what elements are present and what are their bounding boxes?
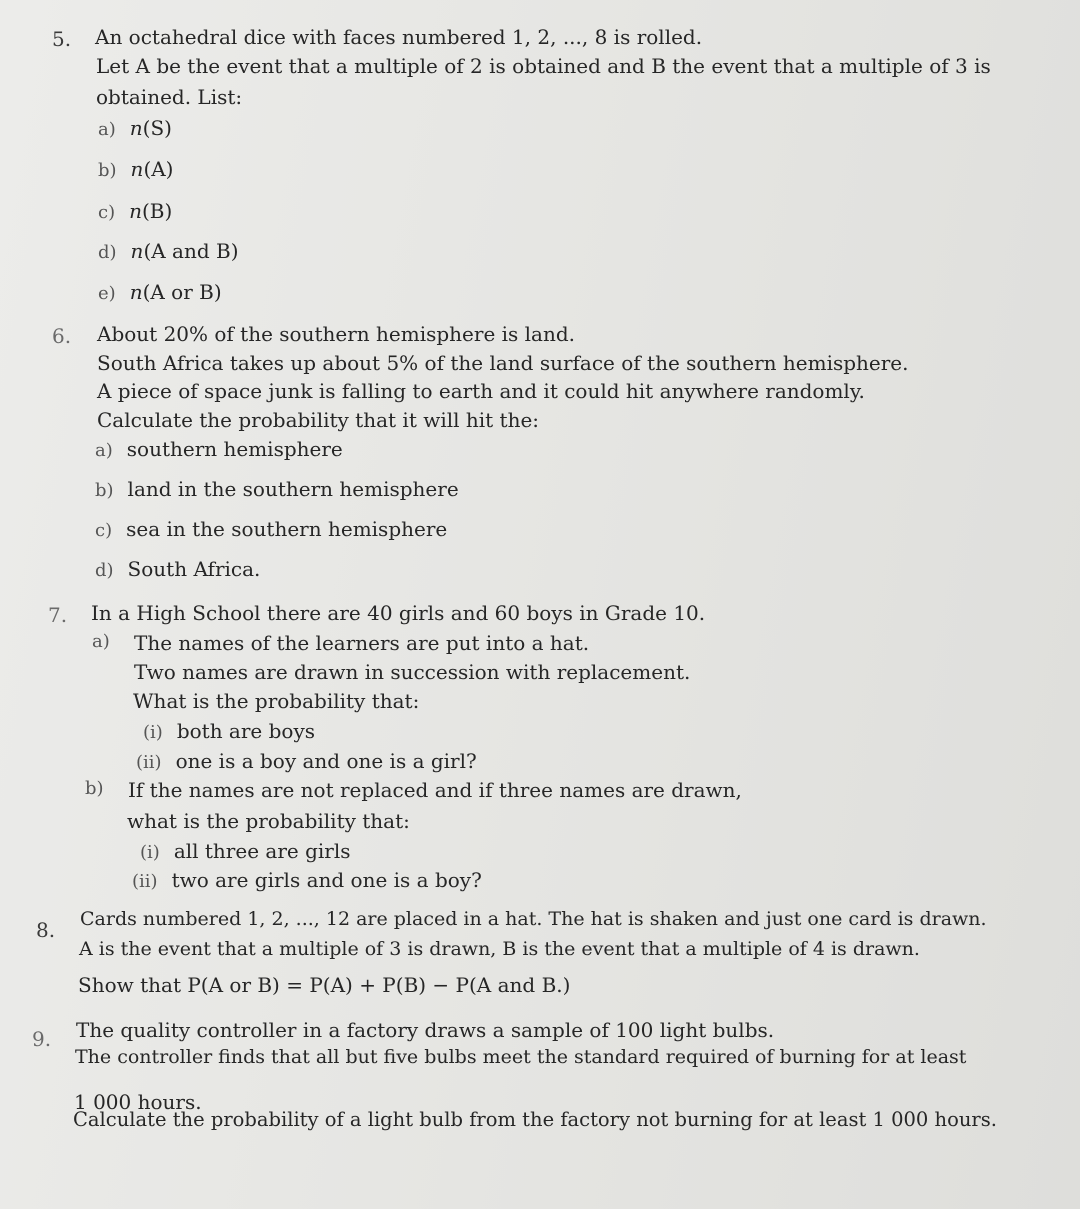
part-label: a) bbox=[92, 631, 110, 652]
question-text: A piece of space junk is falling to earth and it could hit anywhere randomly. bbox=[97, 379, 865, 403]
n-symbol: n bbox=[130, 239, 144, 263]
part-text: (A and B) bbox=[143, 239, 239, 263]
part-text: (B) bbox=[142, 199, 173, 223]
subpart-label: (i) bbox=[140, 842, 160, 863]
question-text: The names of the learners are put into a hat. bbox=[134, 631, 590, 655]
part-text: southern hemisphere bbox=[126, 437, 343, 461]
part-label: c) bbox=[98, 202, 116, 223]
question-text: Show that P(A or B) = P(A) + P(B) − P(A and B.) bbox=[78, 973, 571, 997]
question-text: Cards numbered 1, 2, ..., 12 are placed in a hat. The hat is shaken and just one card is drawn. bbox=[80, 908, 987, 930]
question-text: Two names are drawn in succession with replacement. bbox=[134, 660, 691, 684]
subpart-text: one is a boy and one is a girl? bbox=[175, 749, 477, 773]
question-number: 9. bbox=[32, 1027, 52, 1051]
question-number: 5. bbox=[52, 27, 72, 51]
part-text: South Africa. bbox=[127, 557, 261, 581]
subpart-text: both are boys bbox=[176, 719, 316, 743]
part-text: sea in the southern hemisphere bbox=[126, 517, 448, 541]
part-label: a) bbox=[95, 440, 113, 461]
subpart-ii bbox=[136, 751, 477, 772]
question-text: If the names are not replaced and if three names are drawn, bbox=[128, 778, 742, 802]
part-label: d) bbox=[98, 242, 117, 263]
part-c bbox=[98, 201, 172, 222]
question-number: 8. bbox=[36, 918, 56, 942]
n-symbol: n bbox=[129, 199, 142, 223]
part-b bbox=[98, 159, 174, 180]
subpart-text: two are girls and one is a boy? bbox=[171, 868, 482, 892]
part-text: (S) bbox=[142, 116, 172, 140]
subpart-label: (ii) bbox=[136, 752, 162, 773]
question-text: The controller finds that all but five bulbs meet the standard required of burning for at least bbox=[75, 1046, 967, 1068]
question-number: 7. bbox=[48, 603, 68, 627]
question-text: An octahedral dice with faces numbered 1, 2, ..., 8 is rolled. bbox=[95, 25, 703, 49]
n-symbol: n bbox=[129, 116, 143, 140]
question-number: 6. bbox=[52, 324, 72, 348]
part-text: (A) bbox=[143, 157, 174, 181]
part-d bbox=[95, 559, 260, 580]
n-symbol: n bbox=[130, 157, 144, 181]
part-label: d) bbox=[95, 560, 114, 581]
subpart-i bbox=[143, 721, 315, 742]
question-text: obtained. List: bbox=[96, 85, 243, 109]
part-label: b) bbox=[98, 160, 117, 181]
n-symbol: n bbox=[129, 280, 143, 304]
part-label: a) bbox=[98, 119, 116, 140]
part-label: b) bbox=[85, 778, 104, 799]
part-text: land in the southern hemisphere bbox=[127, 477, 459, 501]
part-label: c) bbox=[95, 520, 113, 541]
question-text: Calculate the probability that it will hit the: bbox=[97, 408, 540, 432]
question-text: About 20% of the southern hemisphere is land. bbox=[97, 322, 576, 346]
question-text: In a High School there are 40 girls and 60 boys in Grade 10. bbox=[91, 601, 706, 625]
part-label: b) bbox=[95, 480, 114, 501]
question-text: 1 000 hours. bbox=[74, 1090, 202, 1114]
question-text: A is the event that a multiple of 3 is drawn, B is the event that a multiple of 4 is drawn. bbox=[79, 938, 920, 960]
part-c bbox=[95, 519, 447, 540]
question-text: what is the probability that: bbox=[127, 809, 410, 833]
subpart-label: (ii) bbox=[132, 871, 158, 892]
question-text: The quality controller in a factory draws a sample of 100 light bulbs. bbox=[76, 1018, 775, 1042]
part-a bbox=[98, 118, 172, 139]
part-d bbox=[98, 241, 239, 262]
subpart-text: all three are girls bbox=[173, 839, 351, 863]
question-text: What is the probability that: bbox=[133, 689, 420, 713]
subpart-label: (i) bbox=[143, 722, 163, 743]
question-text: South Africa takes up about 5% of the land surface of the southern hemisphere. bbox=[97, 351, 909, 375]
subpart-ii bbox=[132, 870, 482, 891]
part-label: e) bbox=[98, 283, 116, 304]
part-e bbox=[98, 282, 222, 303]
question-text: Let A be the event that a multiple of 2 is obtained and B the event that a multiple of 3 is bbox=[96, 54, 991, 78]
part-a bbox=[95, 439, 343, 460]
part-b bbox=[95, 479, 459, 500]
part-text: (A or B) bbox=[142, 280, 222, 304]
subpart-i bbox=[140, 841, 351, 862]
question-text: Calculate the probability of a light bulb from the factory not burning for at least 1 000 hours. bbox=[73, 1108, 997, 1131]
